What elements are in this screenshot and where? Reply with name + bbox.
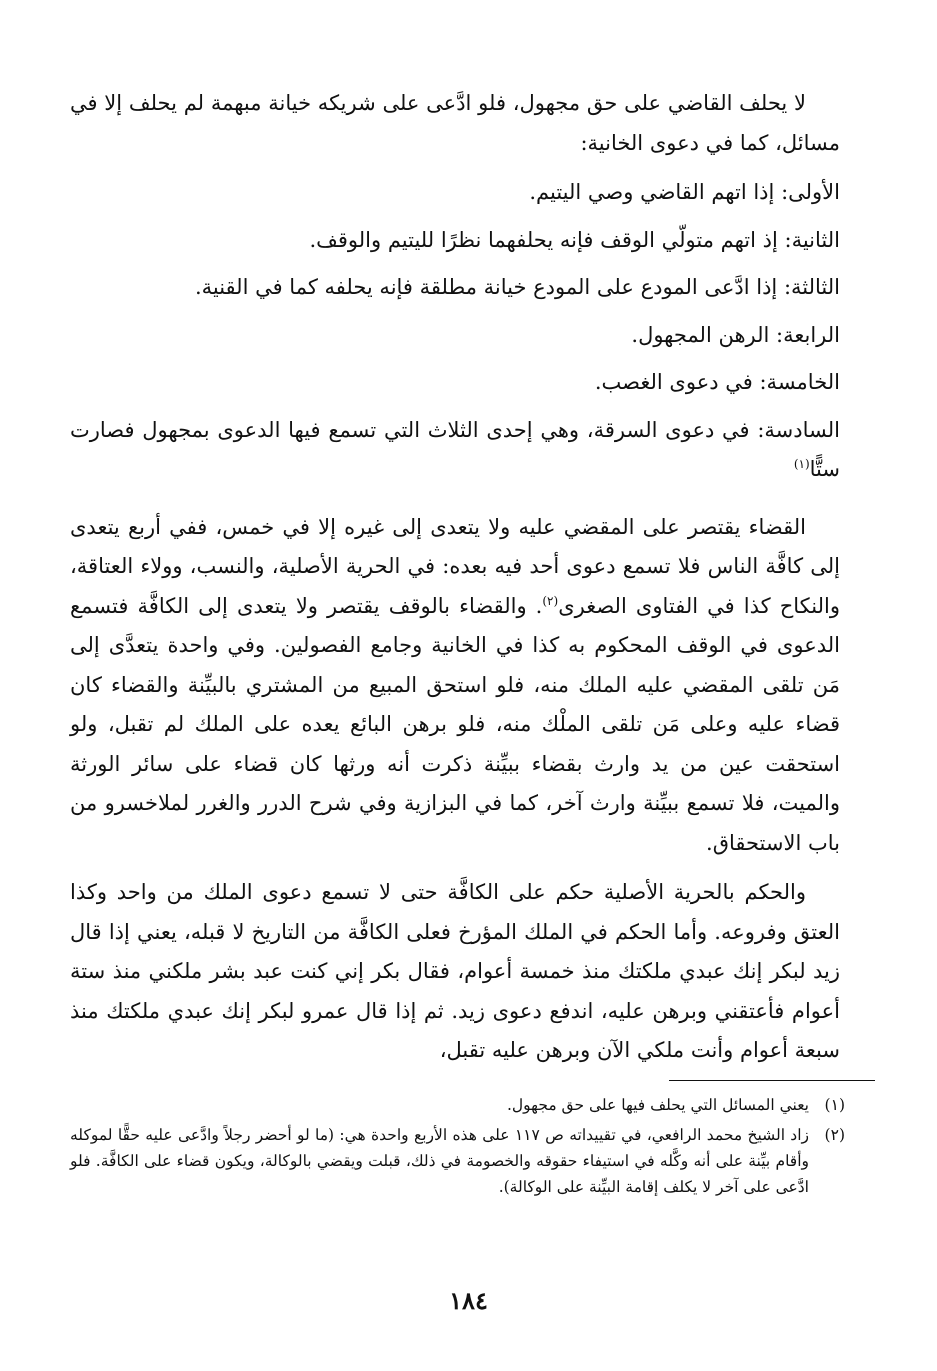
footnote-separator <box>669 1080 875 1081</box>
spacer <box>70 498 840 508</box>
item-text: إذا اتهم القاضي وصي اليتيم. <box>529 180 775 204</box>
list-item-3 <box>70 268 840 308</box>
page-body <box>70 84 840 1071</box>
list-item-4 <box>70 316 840 356</box>
item-text: إذا ادَّعى المودع على المودع خيانة مطلقة فإنه يحلفه كما في القنية. <box>194 275 778 299</box>
item-text: في دعوى الغصب. <box>594 370 753 394</box>
item-text: الرهن المجهول. <box>631 322 770 347</box>
paragraph-judgment-scope <box>70 508 840 864</box>
footnote-2 <box>70 1122 845 1200</box>
footnote-ref-1[interactable]: (١) <box>793 457 810 471</box>
item-label: الثالثة: <box>783 275 840 299</box>
item-label: الثانية: <box>784 227 840 252</box>
list-item-2 <box>70 221 840 261</box>
opening-paragraph: لا يحلف القاضي على حق مجهول، فلو ادَّعى على شريكه خيانة مبهمة لم يحلف إلا في مسائل، كما في دعوى الخانية: <box>70 91 840 155</box>
item-label: السادسة: <box>757 417 840 442</box>
footnote-number: (١) <box>824 1096 845 1114</box>
spacer <box>70 163 840 173</box>
paragraph-text: القضاء يقتصر على المقضي عليه ولا يتعدى إلى غيره إلا في خمس، ففي أربع يتعدى إلى كافَّة الناس فلا تسمع دعوى أحد فيه بعده: في الحرية الأصلية، والنسب، وولاء العتاقة، والنكاح كذا في الفتاوى الصغرى <box>70 514 840 618</box>
item-label: الخامسة: <box>759 370 840 394</box>
page-number: ١٨٤ <box>449 1286 488 1315</box>
spacer <box>70 863 840 873</box>
list-item-6 <box>70 411 840 490</box>
footnote-text: يعني المسائل التي يحلف فيها على حق مجهول. <box>506 1096 809 1114</box>
footnotes-section <box>70 1092 845 1204</box>
paragraph-freedom-ruling: والحكم بالحرية الأصلية حكم على الكافَّة حتى لا تسمع دعوى الملك من واحد وكذا العتق وفروعه. وأما الحكم في الملك المؤرخ فعلى الكافَّة من التاريخ لا قبله، يعني إذا قال زيد لبكر إنك عبدي ملكتك منذ خمسة أعوام، فقال بكر إني كنت عبد بشر ملكني منذ ستة أعوام فأعتقني وبرهن عليه، اندفع دعوى زيد. ثم إذا قال عمرو لبكر إنك عبدي ملكتك منذ سبعة أعوام وأنت ملكي الآن وبرهن عليه تقبل، <box>70 880 840 1062</box>
item-text: إذ اتهم متولّي الوقف فإنه يحلفهما نظرًا لليتيم والوقف. <box>309 227 778 252</box>
item-label: الرابعة: <box>776 322 840 347</box>
footnote-ref-2[interactable]: (٢) <box>542 593 559 608</box>
footnote-number: (٢) <box>824 1126 845 1144</box>
footnote-1 <box>70 1092 845 1118</box>
paragraph-text: . والقضاء بالوقف يقتصر ولا يتعدى إلى الكافَّة فتسمع الدعوى في الوقف المحكوم به كذا في الخانية وجامع الفصولين. وفي واحدة يتعدَّى إلى مَن تلقى المقضي عليه الملك منه، فلو استحق المبيع من المشتري بالبيِّنة والقضاء كان قضاء عليه وعلى مَن تلقى الملْك منه، فلو برهن البائع يعده على الملك لم تقبل، ولو استحقت عين من يد وارث بقضاء ببيِّنة ذكرت أنه ورثها كان قضاء على سائر الورثة والميت، فلا تسمع ببيِّنة وارث آخر، كما في البزازية وفي شرح الدرر والغرر لملاخسرو من باب الاستحقاق. <box>70 593 840 855</box>
item-text: في دعوى السرقة، وهي إحدى الثلاث التي تسمع فيها الدعوى بمجهول فصارت ستًّا <box>70 417 840 481</box>
footnote-text: زاد الشيخ محمد الرافعي، في تقييداته ص ١١٧ على هذه الأربع واحدة هي: (ما لو أحضر رجلاً وادَّعى عليه حقًّا لموكله وأقام بيِّنة على أنه وكَّله في استيفاء حقوقه والخصومة في ذلك، قبلت ويقضي بالوكالة، ويكون قضاء على الكافَّة. فلو ادَّعى على آخر لا يكلف إقامة البيِّنة على الوكالة). <box>70 1126 810 1196</box>
item-label: الأولى: <box>781 180 840 204</box>
list-item-1 <box>70 173 840 213</box>
list-item-5 <box>70 363 840 403</box>
